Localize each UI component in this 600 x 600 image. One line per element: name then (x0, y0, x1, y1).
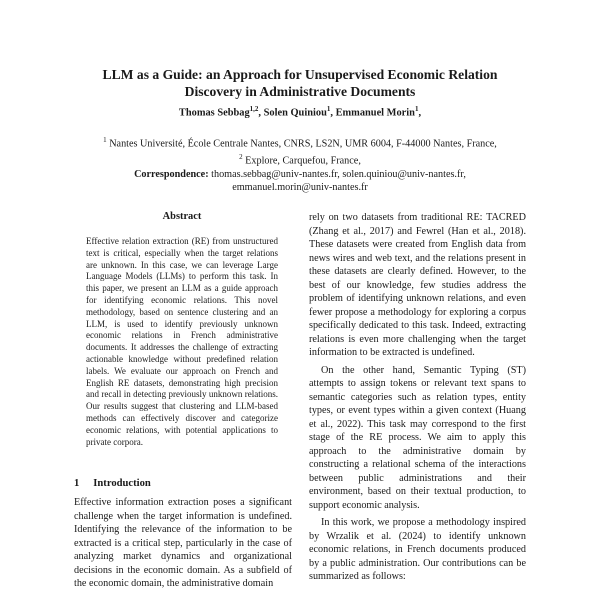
author-name: Thomas Sebbag (178, 107, 250, 119)
correspondence-label: Correspondence: (134, 168, 209, 180)
body-paragraph: On the other hand, Semantic Typing (ST) attempts to assign tokens or relevant text spans to semantic categories such as relation types, entity types, or event types within a given context (Huang et al., 2022). This task may correspond to the first stage of the RE process. We aim to apply this approach to the administrative domain by constructing a relational schema of the interactions between public administrations and their environment, based on their textual production, to support economic analysis. (309, 364, 526, 511)
paper-title (0, 66, 600, 100)
section-number: 1 (74, 478, 80, 489)
abstract-heading: Abstract (162, 211, 202, 222)
section-title: Introduction (93, 478, 151, 489)
affiliation-2: $^2$ Explore, Carquefou, France, (239, 152, 361, 167)
abstract-body (86, 236, 278, 448)
affiliations (0, 134, 600, 195)
author-list: Thomas Sebbag$^{1,2}$, Solen Quiniou$^1$, Emmanuel Morin$^1$, (178, 105, 422, 119)
author-name: Emmanuel Morin (335, 107, 415, 119)
right-column-body (309, 211, 526, 584)
correspondence (0, 168, 600, 182)
correspondence-emails: thomas.sebbag@univ-nantes.fr, solen.quiniou@univ-nantes.fr, (211, 168, 466, 180)
author-superscript: 1 (414, 105, 419, 113)
body-paragraph: rely on two datasets from traditional RE: TACRED (Zhang et al., 2017) and Fewrel (Han et al., 2018). These datasets were created from English data from news wires and web text, and the relations present in these datasets are clearly defined. However, to the best of our knowledge, few studies address the problem of identifying unknown relations, and even fewer propose a methodology for exploring a corpus specifically dedicated to this task. Indeed, extracting relations is even more challenging when the target information to be extracted is undefined. (309, 212, 526, 358)
author-superscript: 1,2 (249, 105, 259, 113)
author-superscript: 1 (326, 105, 331, 113)
body-paragraph: In this work, we propose a methodology inspired by Wrzalik et al. (2024) to identify unknown economic relations, in French documents produced by a public administration. Our contributions can be summarized as follows: (309, 517, 526, 582)
section-heading (74, 478, 165, 489)
left-column-body (74, 496, 292, 591)
correspondence-email-line-2: emmanuel.morin@univ-nantes.fr (232, 182, 368, 194)
title-line-2: Discovery in Administrative Documents (184, 84, 416, 99)
intro-paragraph: Effective information extraction poses a significant challenge when the target information is undefined. Identifying the relevance of the information to be extracted is a critical step, particularly in the case of analyzing market dynamics and organizational decisions in the economic domain. As a subfield of the economic domain, the administrative domain (74, 497, 292, 589)
affiliation-1: $^1$ Nantes Université, École Centrale Nantes, CNRS, LS2N, UMR 6004, F-44000 Nantes, France, (103, 136, 497, 150)
abstract-text: Effective relation extraction (RE) from unstructured text is critical, especially when the target relations are unknown. In this case, we can leverage Large Language Models (LLMs) to perform this task. In this paper, we present an LLM as a guide approach for identifying economic relations. This novel methodology, based on sentence clustering and an LLM, is used to identify previously unknown economic relations in French administrative documents. It addresses the challenge of extracting actionable knowledge without predefined relation labels. We evaluate our approach on French and English RE datasets, demonstrating high precision and recall in detecting previously unknown relations. Our results suggest that clustering and LLM-based methods can effectively discover and categorize economic relations, with potential applications to private corpora. (86, 236, 278, 447)
title-line-1: LLM as a Guide: an Approach for Unsupervised Economic Relation (102, 67, 498, 82)
author-name: Solen Quiniou (263, 107, 327, 119)
